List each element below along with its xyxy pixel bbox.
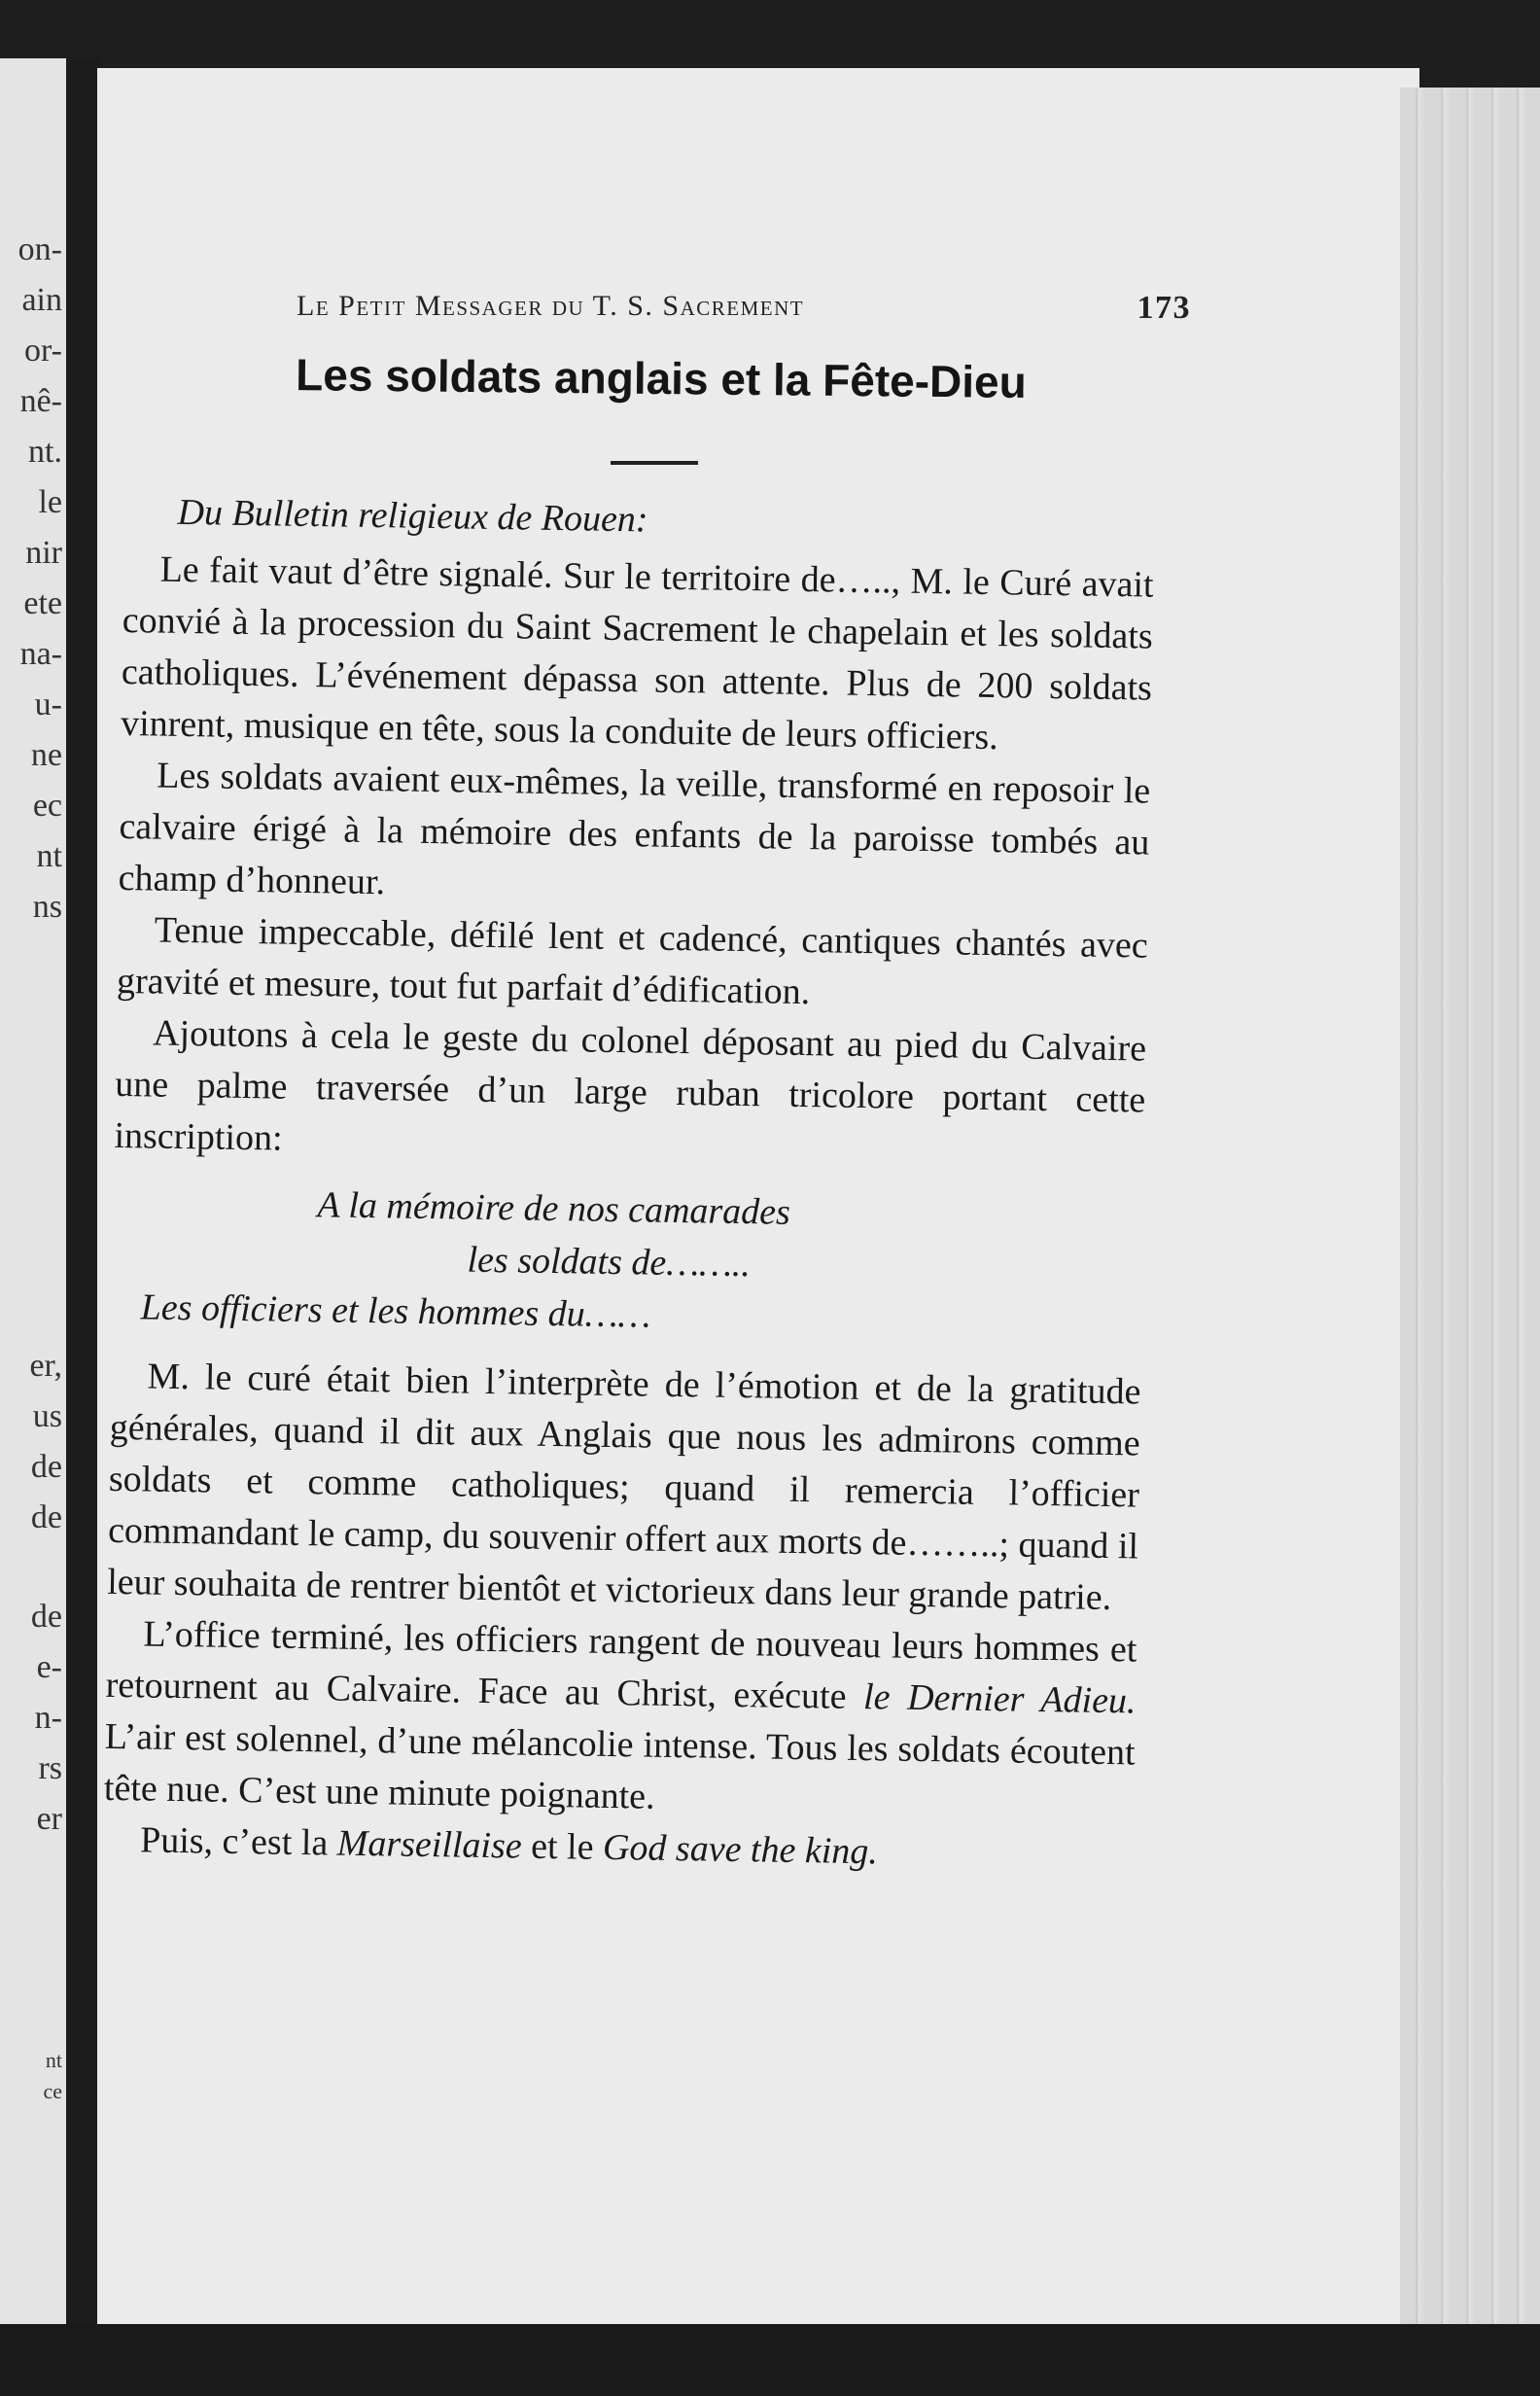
facing-page-fragment: er, <box>29 1348 62 1384</box>
text-run: Puis, c’est la <box>139 1819 338 1864</box>
facing-page-fragment: de <box>30 1599 62 1635</box>
paragraph: Ajoutons à cela le geste du colonel déposant au pied du Calvaire une palme traversée d’un large ruban tricolore portant cette inscription: <box>114 1012 1147 1159</box>
facing-page-fragment: ce <box>43 2079 62 2103</box>
article-source: Du Bulletin religieux de Rouen: <box>177 491 648 541</box>
facing-page-fragment: de <box>30 1449 62 1485</box>
text-run: L’office terminé, les officiers rangent de nouveau leurs hommes et retournent au Calvaire. Face au Christ, exécute <box>105 1613 1138 1718</box>
facing-page-fragment: ne <box>30 737 62 773</box>
title-rule <box>611 461 698 465</box>
facing-page-fragment: ain <box>21 282 62 318</box>
inscription-line: Les officiers et les hommes du…… <box>140 1286 651 1336</box>
facing-page-fragment: de <box>30 1499 62 1535</box>
facing-page-fragment: rs <box>38 1750 62 1786</box>
facing-page-fragment: nt <box>36 838 62 874</box>
song-title: le Dernier Adieu. <box>862 1676 1137 1722</box>
facing-page-fragment: le <box>38 484 62 520</box>
paragraph: Le fait vaut d’être signalé. Sur le territoire de….., M. le Curé avait convié à la procession du Saint Sacrement le chapelain et les soldats catholiques. L’événement dépassa son attente. Plus de 200 soldats vinrent, musique en tête, sous la conduite de leurs officiers. <box>120 548 1154 758</box>
paragraph: M. le curé était bien l’interprète de l’émotion et de la gratitude générales, quand il dit aux Anglais que nous les admirons comme soldats et comme catholiques; quand il remercia l’officier commandant le camp, du souvenir offert aux morts de……..; quand il leur souhaita de rentrer bientôt et victorieux dans leur grande patrie. <box>106 1356 1141 1619</box>
facing-page-fragment: nt. <box>28 434 62 470</box>
facing-page-fragment: e- <box>36 1649 62 1685</box>
paragraph: Les soldats avaient eux-mêmes, la veille, transformé en reposoir le calvaire érigé à la mémoire des enfants de la paroisse tombés au champ d’honneur. <box>118 755 1151 903</box>
article-title: Les soldats anglais et la Fête-Dieu <box>295 349 1028 407</box>
anthem-title: God save the king. <box>602 1826 879 1873</box>
facing-page-fragment: er <box>36 1801 62 1837</box>
running-title: Le Petit Messager du T. S. Sacrement <box>297 290 805 322</box>
page-edges <box>1400 88 1540 2324</box>
running-header <box>297 290 1191 326</box>
anthem-title: Marseillaise <box>336 1822 523 1867</box>
facing-page-fragment: ns <box>32 889 62 925</box>
facing-page-fragment: nir <box>25 535 62 571</box>
facing-page-fragment: or- <box>24 333 62 369</box>
facing-page-fragment: na- <box>19 636 62 672</box>
facing-page-fragment: nt <box>45 2048 62 2072</box>
inscription-line: A la mémoire de nos camarades <box>317 1184 791 1233</box>
scanner-background-bottom <box>0 2324 1540 2396</box>
facing-page-fragment: n- <box>34 1700 62 1736</box>
ribbon-inscription <box>111 1176 1143 1350</box>
facing-page-fragment: ete <box>23 585 62 621</box>
facing-page-fragment: us <box>32 1398 62 1434</box>
paragraph <box>104 1608 1138 1831</box>
paragraph: Tenue impeccable, défilé lent et cadencé, cantiques chantés avec gravité et mesure, tout fut parfait d’édification. <box>116 909 1149 1013</box>
facing-page-edge <box>0 58 70 2324</box>
text-run: L’air est solennel, d’une mélancolie intense. Tous les soldats écoutent tête nue. C’est une minute poignante. <box>103 1715 1136 1817</box>
book-gutter <box>66 58 101 2334</box>
facing-page-fragment: on- <box>18 231 62 267</box>
facing-page-fragment: nê- <box>19 383 62 419</box>
facing-page-fragment: ec <box>32 788 62 824</box>
facing-page-fragment: u- <box>34 687 62 722</box>
article-body <box>103 486 1155 1882</box>
page-number: 173 <box>1137 290 1191 326</box>
inscription-line: les soldats de…….. <box>467 1239 752 1286</box>
text-run: et le <box>521 1825 604 1868</box>
